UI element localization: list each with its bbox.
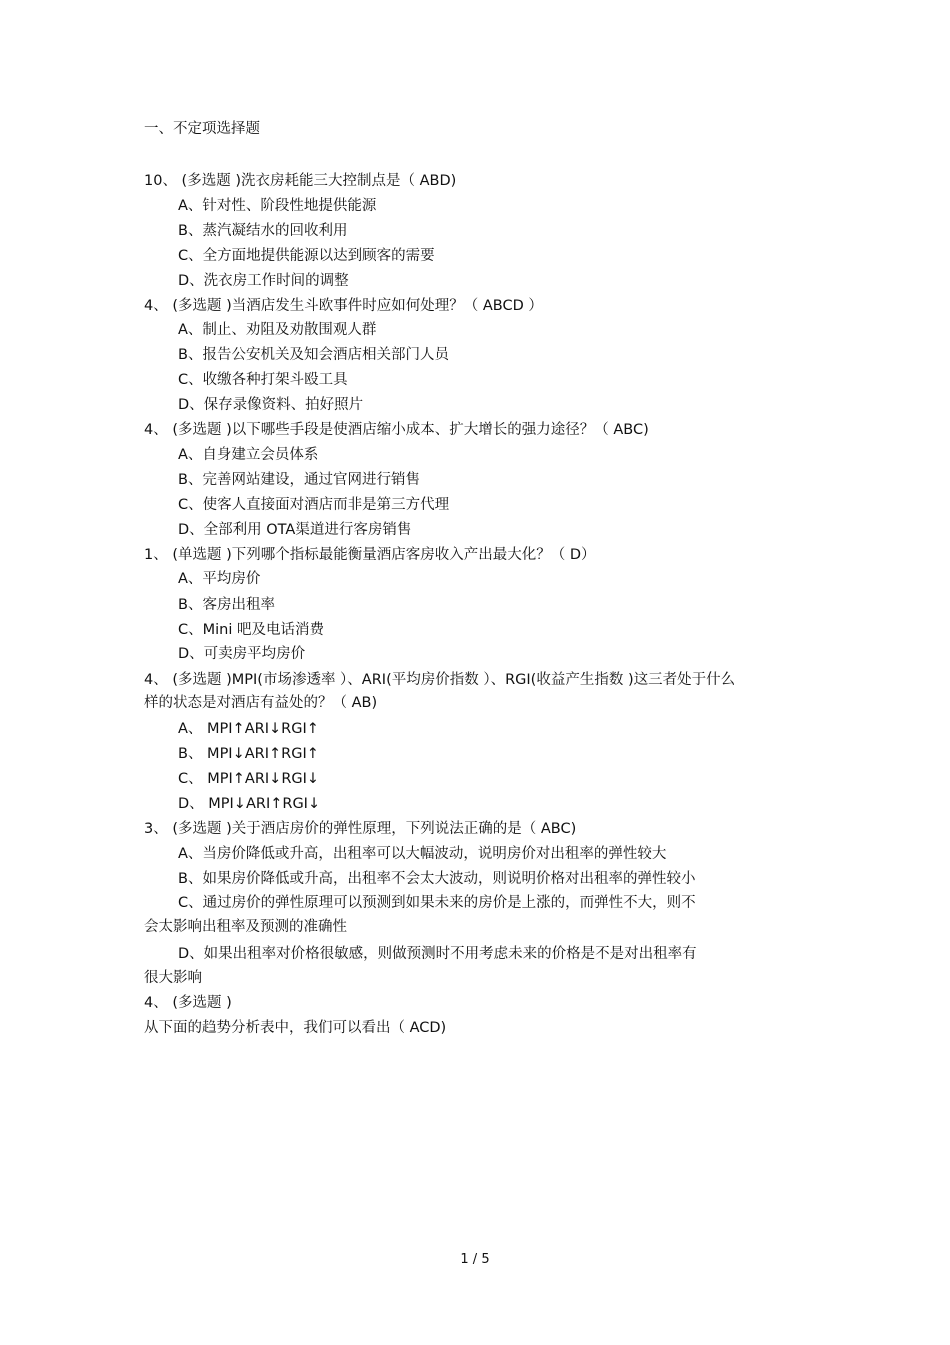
- answer-option: A、 MPI↑ARI↓RGI↑: [178, 721, 319, 737]
- question-stem: 4、 (多选题 )以下哪些手段是使酒店缩小成本、扩大增长的强力途径？（ ABC): [144, 422, 649, 438]
- answer-option-continuation: 很大影响: [144, 970, 202, 986]
- question-stem: 4、 (多选题 ): [144, 995, 232, 1011]
- answer-option: D、 MPI↓ARI↑RGI↓: [178, 796, 321, 812]
- answer-option: D、保存录像资料、拍好照片: [178, 397, 364, 413]
- answer-option: A、当房价降低或升高，出租率可以大幅波动，说明房价对出租率的弹性较大: [178, 846, 667, 862]
- question-stem-continuation: 样的状态是对酒店有益处的？（ AB): [144, 695, 378, 711]
- question-stem: 1、 (单选题 )下列哪个指标最能衡量酒店客房收入产出最大化？（ D）: [144, 547, 596, 563]
- answer-option-continuation: 会太影响出租率及预测的准确性: [144, 919, 347, 935]
- answer-option: A、制止、劝阻及劝散围观人群: [178, 322, 377, 338]
- answer-option: B、报告公安机关及知会酒店相关部门人员: [178, 347, 449, 363]
- answer-option: A、自身建立会员体系: [178, 447, 319, 463]
- answer-option: A、平均房价: [178, 571, 261, 587]
- page-number: 1 / 5: [460, 1252, 490, 1267]
- question-stem: 4、 (多选题 )当酒店发生斗欧事件时应如何处理？（ ABCD ）: [144, 298, 543, 314]
- question-stem: 3、 (多选题 )关于酒店房价的弹性原理，下列说法正确的是（ ABC): [144, 821, 577, 837]
- answer-option: B、客房出租率: [178, 597, 275, 613]
- answer-option: B、蒸汽凝结水的回收利用: [178, 223, 348, 239]
- answer-option: B、完善网站建设，通过官网进行销售: [178, 472, 420, 488]
- answer-option: C、收缴各种打架斗殴工具: [178, 372, 348, 388]
- section-title: 一、不定项选择题: [144, 121, 260, 137]
- answer-option: D、可卖房平均房价: [178, 646, 306, 662]
- answer-option: D、如果出租率对价格很敏感，则做预测时不用考虑未来的价格是不是对出租率有: [178, 946, 697, 962]
- answer-option: C、使客人直接面对酒店而非是第三方代理: [178, 497, 450, 513]
- question-stem: 10、 (多选题 )洗衣房耗能三大控制点是（ ABD): [144, 173, 457, 189]
- answer-option: B、 MPI↓ARI↑RGI↑: [178, 746, 319, 762]
- answer-option: C、通过房价的弹性原理可以预测到如果未来的房价是上涨的，而弹性不大，则不: [178, 895, 696, 911]
- answer-option: D、洗衣房工作时间的调整: [178, 273, 349, 289]
- answer-option: A、针对性、阶段性地提供能源: [178, 198, 377, 214]
- question-stem-continuation: 从下面的趋势分析表中，我们可以看出（ ACD): [144, 1020, 447, 1036]
- answer-option: B、如果房价降低或升高，出租率不会太大波动，则说明价格对出租率的弹性较小: [178, 871, 696, 887]
- question-stem: 4、 (多选题 )MPI(市场渗透率 ）、ARI(平均房价指数 ）、RGI(收益产生指数 )这三者处于什么: [144, 672, 736, 688]
- answer-option: C、全方面地提供能源以达到顾客的需要: [178, 248, 435, 264]
- answer-option: C、 MPI↑ARI↓RGI↓: [178, 771, 320, 787]
- answer-option: D、全部利用 OTA渠道进行客房销售: [178, 522, 412, 538]
- answer-option: C、Mini 吧及电话消费: [178, 622, 324, 638]
